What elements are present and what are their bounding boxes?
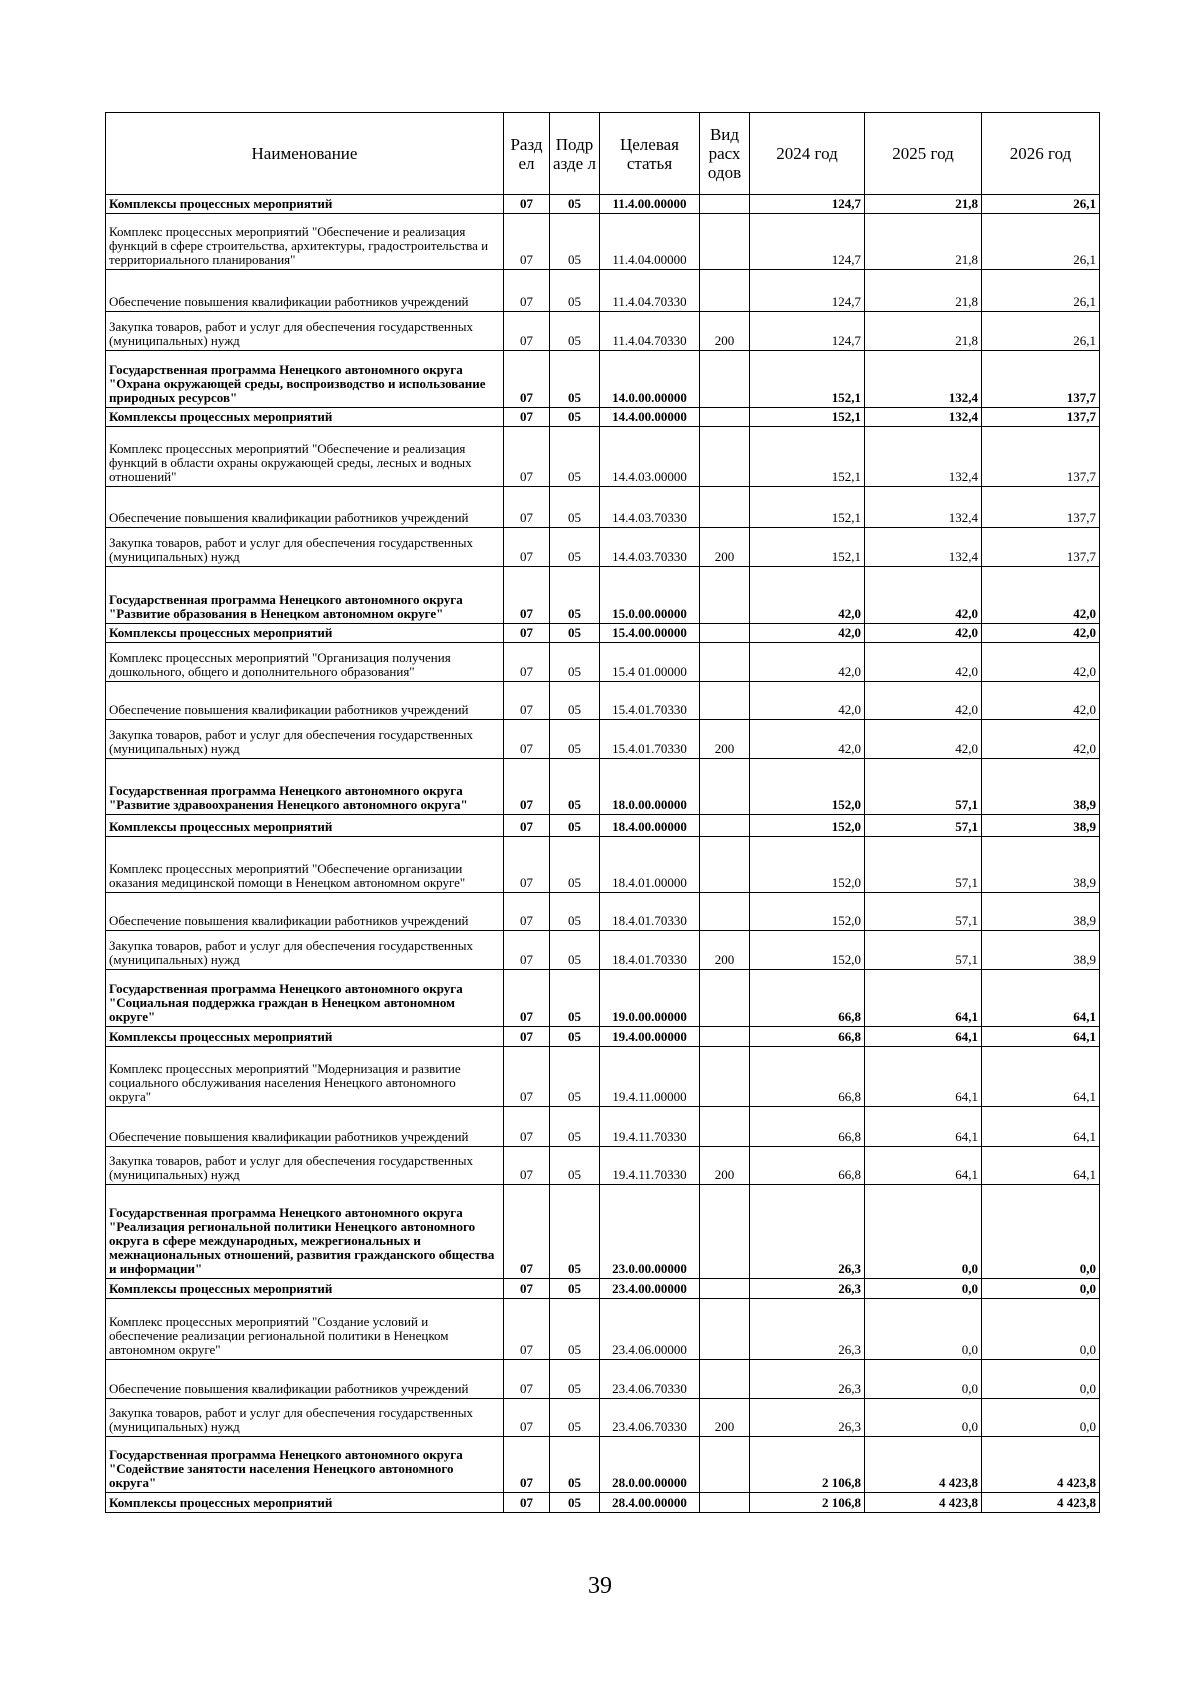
cell-name: Закупка товаров, работ и услуг для обеспечения государственных (муниципальных) нужд <box>106 1147 504 1185</box>
cell-name: Комплекс процессных мероприятий "Создание условий и обеспечение реализации региональной политики в Ненецком автономном округе" <box>106 1299 504 1360</box>
header-year-2025: 2025 год <box>865 113 982 195</box>
cell-year-2024: 2 106,8 <box>750 1437 865 1493</box>
cell-razdel: 07 <box>504 1279 550 1299</box>
cell-expense-type: 200 <box>700 528 750 567</box>
cell-year-2024: 124,7 <box>750 195 865 214</box>
cell-razdel: 07 <box>504 270 550 312</box>
cell-name: Комплекс процессных мероприятий "Организация получения дошкольного, общего и дополнительного образования" <box>106 643 504 682</box>
cell-year-2025: 4 423,8 <box>865 1493 982 1513</box>
table-header-row <box>106 113 1100 195</box>
table-row <box>106 759 1100 815</box>
cell-year-2026: 38,9 <box>982 893 1100 931</box>
cell-year-2024: 26,3 <box>750 1279 865 1299</box>
cell-expense-type <box>700 837 750 893</box>
cell-year-2024: 66,8 <box>750 1147 865 1185</box>
cell-name: Комплекс процессных мероприятий "Обеспечение и реализация функций в сфере строительства, архитектуры, градостроительства и территориального планирования" <box>106 214 504 270</box>
cell-expense-type <box>700 1437 750 1493</box>
cell-year-2026: 137,7 <box>982 427 1100 487</box>
cell-year-2026: 42,0 <box>982 643 1100 682</box>
cell-name: Комплексы процессных мероприятий <box>106 624 504 643</box>
cell-expense-type <box>700 1299 750 1360</box>
cell-year-2025: 64,1 <box>865 1047 982 1107</box>
cell-razdel: 07 <box>504 214 550 270</box>
cell-year-2026: 38,9 <box>982 931 1100 970</box>
page-number: 39 <box>588 1573 612 1599</box>
cell-year-2024: 152,0 <box>750 837 865 893</box>
table-row <box>106 195 1100 214</box>
cell-year-2024: 66,8 <box>750 1027 865 1047</box>
cell-razdel: 07 <box>504 408 550 427</box>
cell-podrazdel: 05 <box>550 528 600 567</box>
cell-year-2024: 152,1 <box>750 408 865 427</box>
cell-year-2024: 26,3 <box>750 1185 865 1279</box>
cell-year-2026: 42,0 <box>982 624 1100 643</box>
cell-target-article: 15.4.01.70330 <box>600 720 700 759</box>
table-row <box>106 682 1100 720</box>
cell-name: Комплексы процессных мероприятий <box>106 408 504 427</box>
cell-podrazdel: 05 <box>550 1493 600 1513</box>
cell-year-2026: 137,7 <box>982 351 1100 408</box>
cell-razdel: 07 <box>504 643 550 682</box>
table-row <box>106 1299 1100 1360</box>
cell-target-article: 15.4 01.00000 <box>600 643 700 682</box>
cell-year-2026: 26,1 <box>982 312 1100 351</box>
cell-target-article: 18.4.01.00000 <box>600 837 700 893</box>
cell-razdel: 07 <box>504 1299 550 1360</box>
cell-podrazdel: 05 <box>550 1107 600 1147</box>
cell-year-2025: 132,4 <box>865 408 982 427</box>
table-row <box>106 1027 1100 1047</box>
cell-podrazdel: 05 <box>550 624 600 643</box>
cell-year-2026: 38,9 <box>982 837 1100 893</box>
cell-name: Закупка товаров, работ и услуг для обеспечения государственных (муниципальных) нужд <box>106 720 504 759</box>
cell-year-2026: 42,0 <box>982 720 1100 759</box>
cell-razdel: 07 <box>504 1437 550 1493</box>
cell-podrazdel: 05 <box>550 312 600 351</box>
cell-podrazdel: 05 <box>550 682 600 720</box>
cell-expense-type <box>700 195 750 214</box>
cell-razdel: 07 <box>504 720 550 759</box>
cell-razdel: 07 <box>504 427 550 487</box>
cell-target-article: 19.0.00.00000 <box>600 970 700 1027</box>
cell-target-article: 19.4.11.70330 <box>600 1147 700 1185</box>
cell-year-2025: 132,4 <box>865 528 982 567</box>
cell-year-2025: 42,0 <box>865 720 982 759</box>
cell-expense-type <box>700 1279 750 1299</box>
cell-name: Закупка товаров, работ и услуг для обеспечения государственных (муниципальных) нужд <box>106 1399 504 1437</box>
cell-razdel: 07 <box>504 624 550 643</box>
cell-podrazdel: 05 <box>550 270 600 312</box>
cell-name: Государственная программа Ненецкого автономного округа "Социальная поддержка граждан в Ненецком автономном округе" <box>106 970 504 1027</box>
cell-year-2025: 132,4 <box>865 487 982 528</box>
cell-target-article: 19.4.11.70330 <box>600 1107 700 1147</box>
cell-expense-type: 200 <box>700 1399 750 1437</box>
table-row <box>106 427 1100 487</box>
cell-target-article: 11.4.04.70330 <box>600 312 700 351</box>
cell-year-2026: 38,9 <box>982 815 1100 837</box>
cell-year-2024: 26,3 <box>750 1299 865 1360</box>
cell-year-2024: 66,8 <box>750 1047 865 1107</box>
table-row <box>106 1493 1100 1513</box>
cell-podrazdel: 05 <box>550 1185 600 1279</box>
cell-target-article: 28.4.00.00000 <box>600 1493 700 1513</box>
cell-expense-type <box>700 427 750 487</box>
cell-name: Комплекс процессных мероприятий "Обеспечение организации оказания медицинской помощи в Ненецком автономном округе" <box>106 837 504 893</box>
cell-year-2024: 42,0 <box>750 567 865 624</box>
cell-year-2025: 57,1 <box>865 837 982 893</box>
cell-year-2025: 64,1 <box>865 970 982 1027</box>
cell-target-article: 23.4.06.70330 <box>600 1399 700 1437</box>
cell-target-article: 15.0.00.00000 <box>600 567 700 624</box>
cell-podrazdel: 05 <box>550 1147 600 1185</box>
cell-podrazdel: 05 <box>550 815 600 837</box>
cell-razdel: 07 <box>504 970 550 1027</box>
cell-year-2024: 124,7 <box>750 270 865 312</box>
cell-podrazdel: 05 <box>550 893 600 931</box>
cell-name: Обеспечение повышения квалификации работников учреждений <box>106 1360 504 1399</box>
cell-year-2025: 4 423,8 <box>865 1437 982 1493</box>
cell-year-2026: 64,1 <box>982 1147 1100 1185</box>
cell-year-2025: 21,8 <box>865 214 982 270</box>
cell-target-article: 19.4.11.00000 <box>600 1047 700 1107</box>
cell-razdel: 07 <box>504 567 550 624</box>
table-row <box>106 970 1100 1027</box>
cell-year-2024: 26,3 <box>750 1360 865 1399</box>
cell-podrazdel: 05 <box>550 720 600 759</box>
cell-target-article: 18.4.01.70330 <box>600 893 700 931</box>
cell-year-2026: 42,0 <box>982 567 1100 624</box>
cell-year-2025: 57,1 <box>865 815 982 837</box>
cell-podrazdel: 05 <box>550 837 600 893</box>
cell-name: Обеспечение повышения квалификации работников учреждений <box>106 270 504 312</box>
cell-razdel: 07 <box>504 682 550 720</box>
cell-podrazdel: 05 <box>550 1360 600 1399</box>
cell-razdel: 07 <box>504 312 550 351</box>
cell-target-article: 23.0.00.00000 <box>600 1185 700 1279</box>
cell-year-2025: 0,0 <box>865 1399 982 1437</box>
cell-expense-type <box>700 408 750 427</box>
table-row <box>106 528 1100 567</box>
cell-name: Обеспечение повышения квалификации работников учреждений <box>106 1107 504 1147</box>
cell-podrazdel: 05 <box>550 195 600 214</box>
cell-year-2026: 137,7 <box>982 528 1100 567</box>
table-row <box>106 1437 1100 1493</box>
table-row <box>106 351 1100 408</box>
cell-podrazdel: 05 <box>550 1279 600 1299</box>
cell-razdel: 07 <box>504 1027 550 1047</box>
cell-expense-type: 200 <box>700 1147 750 1185</box>
cell-year-2025: 0,0 <box>865 1279 982 1299</box>
cell-expense-type <box>700 759 750 815</box>
cell-year-2025: 132,4 <box>865 351 982 408</box>
table-row <box>106 487 1100 528</box>
cell-year-2026: 38,9 <box>982 759 1100 815</box>
cell-name: Государственная программа Ненецкого автономного округа "Охрана окружающей среды, воспроизводство и использование природных ресурсов" <box>106 351 504 408</box>
table-row <box>106 1279 1100 1299</box>
cell-expense-type <box>700 270 750 312</box>
table-row <box>106 643 1100 682</box>
cell-expense-type <box>700 815 750 837</box>
cell-razdel: 07 <box>504 759 550 815</box>
cell-razdel: 07 <box>504 1185 550 1279</box>
cell-name: Обеспечение повышения квалификации работников учреждений <box>106 893 504 931</box>
cell-podrazdel: 05 <box>550 759 600 815</box>
table-row <box>106 567 1100 624</box>
cell-year-2026: 0,0 <box>982 1360 1100 1399</box>
header-target-article: Целевая статья <box>600 113 700 195</box>
table-row <box>106 214 1100 270</box>
budget-table <box>105 112 1100 1513</box>
cell-year-2025: 57,1 <box>865 759 982 815</box>
cell-podrazdel: 05 <box>550 408 600 427</box>
cell-podrazdel: 05 <box>550 970 600 1027</box>
cell-expense-type: 200 <box>700 931 750 970</box>
cell-podrazdel: 05 <box>550 567 600 624</box>
cell-target-article: 11.4.04.70330 <box>600 270 700 312</box>
cell-name: Комплексы процессных мероприятий <box>106 1279 504 1299</box>
cell-year-2025: 42,0 <box>865 624 982 643</box>
table-row <box>106 893 1100 931</box>
cell-year-2024: 2 106,8 <box>750 1493 865 1513</box>
header-year-2024: 2024 год <box>750 113 865 195</box>
cell-name: Закупка товаров, работ и услуг для обеспечения государственных (муниципальных) нужд <box>106 528 504 567</box>
cell-year-2026: 26,1 <box>982 214 1100 270</box>
cell-podrazdel: 05 <box>550 1299 600 1360</box>
cell-podrazdel: 05 <box>550 427 600 487</box>
cell-year-2026: 26,1 <box>982 195 1100 214</box>
cell-expense-type <box>700 567 750 624</box>
cell-target-article: 18.4.00.00000 <box>600 815 700 837</box>
table-row <box>106 1185 1100 1279</box>
table-row <box>106 1147 1100 1185</box>
table-row <box>106 837 1100 893</box>
cell-year-2024: 152,1 <box>750 528 865 567</box>
cell-target-article: 14.4.03.70330 <box>600 528 700 567</box>
cell-year-2026: 137,7 <box>982 487 1100 528</box>
cell-target-article: 23.4.06.00000 <box>600 1299 700 1360</box>
table-row <box>106 1047 1100 1107</box>
cell-razdel: 07 <box>504 1047 550 1107</box>
cell-expense-type: 200 <box>700 720 750 759</box>
cell-year-2024: 66,8 <box>750 1107 865 1147</box>
cell-expense-type <box>700 487 750 528</box>
cell-year-2025: 21,8 <box>865 195 982 214</box>
cell-year-2024: 42,0 <box>750 682 865 720</box>
cell-expense-type <box>700 1493 750 1513</box>
cell-year-2024: 124,7 <box>750 312 865 351</box>
cell-expense-type <box>700 893 750 931</box>
cell-year-2025: 64,1 <box>865 1147 982 1185</box>
cell-year-2024: 152,1 <box>750 487 865 528</box>
cell-expense-type: 200 <box>700 312 750 351</box>
cell-target-article: 15.4.00.00000 <box>600 624 700 643</box>
cell-year-2025: 42,0 <box>865 567 982 624</box>
cell-target-article: 15.4.01.70330 <box>600 682 700 720</box>
cell-expense-type <box>700 643 750 682</box>
cell-razdel: 07 <box>504 195 550 214</box>
cell-razdel: 07 <box>504 837 550 893</box>
table-row <box>106 408 1100 427</box>
cell-year-2026: 64,1 <box>982 970 1100 1027</box>
cell-name: Обеспечение повышения квалификации работников учреждений <box>106 682 504 720</box>
cell-expense-type <box>700 1107 750 1147</box>
table-row <box>106 270 1100 312</box>
table-row <box>106 1399 1100 1437</box>
cell-podrazdel: 05 <box>550 1437 600 1493</box>
cell-year-2026: 0,0 <box>982 1185 1100 1279</box>
header-podrazdel: Подр азде л <box>550 113 600 195</box>
cell-year-2024: 152,0 <box>750 759 865 815</box>
cell-target-article: 23.4.00.00000 <box>600 1279 700 1299</box>
cell-target-article: 11.4.00.00000 <box>600 195 700 214</box>
table-row <box>106 312 1100 351</box>
header-name: Наименование <box>106 113 504 195</box>
table-body <box>106 195 1100 1513</box>
table-row <box>106 720 1100 759</box>
cell-year-2024: 42,0 <box>750 624 865 643</box>
cell-name: Комплексы процессных мероприятий <box>106 815 504 837</box>
cell-year-2026: 42,0 <box>982 682 1100 720</box>
cell-razdel: 07 <box>504 1107 550 1147</box>
cell-razdel: 07 <box>504 815 550 837</box>
cell-razdel: 07 <box>504 893 550 931</box>
cell-name: Государственная программа Ненецкого автономного округа "Развитие здравоохранения Ненецкого автономного округа" <box>106 759 504 815</box>
cell-razdel: 07 <box>504 351 550 408</box>
cell-name: Государственная программа Ненецкого автономного округа "Развитие образования в Ненецком автономном округе" <box>106 567 504 624</box>
cell-target-article: 18.0.00.00000 <box>600 759 700 815</box>
cell-podrazdel: 05 <box>550 351 600 408</box>
cell-name: Комплекс процессных мероприятий "Модернизация и развитие социального обслуживания населения Ненецкого автономного округа" <box>106 1047 504 1107</box>
cell-expense-type <box>700 351 750 408</box>
cell-target-article: 28.0.00.00000 <box>600 1437 700 1493</box>
cell-year-2025: 0,0 <box>865 1299 982 1360</box>
cell-year-2025: 64,1 <box>865 1107 982 1147</box>
cell-target-article: 11.4.04.00000 <box>600 214 700 270</box>
cell-expense-type <box>700 970 750 1027</box>
cell-name: Комплексы процессных мероприятий <box>106 1493 504 1513</box>
table-row <box>106 1360 1100 1399</box>
cell-year-2025: 64,1 <box>865 1027 982 1047</box>
cell-year-2026: 0,0 <box>982 1399 1100 1437</box>
cell-podrazdel: 05 <box>550 487 600 528</box>
header-razdel: Разд ел <box>504 113 550 195</box>
table-row <box>106 815 1100 837</box>
cell-expense-type <box>700 624 750 643</box>
cell-target-article: 14.4.03.00000 <box>600 427 700 487</box>
cell-name: Государственная программа Ненецкого автономного округа "Реализация региональной политики Ненецкого автономного округа в сфере международных, межрегиональных и межнациональных отношений, развития гражданского общества и информации" <box>106 1185 504 1279</box>
cell-razdel: 07 <box>504 487 550 528</box>
cell-podrazdel: 05 <box>550 643 600 682</box>
header-year-2026: 2026 год <box>982 113 1100 195</box>
cell-expense-type <box>700 1185 750 1279</box>
cell-year-2026: 4 423,8 <box>982 1437 1100 1493</box>
cell-year-2026: 26,1 <box>982 270 1100 312</box>
cell-year-2024: 152,0 <box>750 815 865 837</box>
cell-target-article: 14.0.00.00000 <box>600 351 700 408</box>
cell-year-2026: 0,0 <box>982 1299 1100 1360</box>
cell-expense-type <box>700 1047 750 1107</box>
cell-target-article: 14.4.03.70330 <box>600 487 700 528</box>
cell-target-article: 18.4.01.70330 <box>600 931 700 970</box>
cell-year-2024: 124,7 <box>750 214 865 270</box>
cell-razdel: 07 <box>504 1399 550 1437</box>
cell-year-2024: 26,3 <box>750 1399 865 1437</box>
cell-name: Комплекс процессных мероприятий "Обеспечение и реализация функций в области охраны окружающей среды, лесных и водных отношений" <box>106 427 504 487</box>
cell-year-2024: 66,8 <box>750 970 865 1027</box>
cell-year-2024: 152,0 <box>750 931 865 970</box>
cell-expense-type <box>700 1360 750 1399</box>
cell-year-2025: 132,4 <box>865 427 982 487</box>
cell-razdel: 07 <box>504 1147 550 1185</box>
table-row <box>106 931 1100 970</box>
cell-name: Государственная программа Ненецкого автономного округа "Содействие занятости населения Ненецкого автономного округа" <box>106 1437 504 1493</box>
cell-year-2024: 42,0 <box>750 643 865 682</box>
cell-name: Комплексы процессных мероприятий <box>106 1027 504 1047</box>
cell-year-2025: 42,0 <box>865 682 982 720</box>
cell-year-2025: 21,8 <box>865 270 982 312</box>
cell-expense-type <box>700 214 750 270</box>
cell-year-2025: 0,0 <box>865 1185 982 1279</box>
cell-year-2025: 21,8 <box>865 312 982 351</box>
cell-podrazdel: 05 <box>550 1047 600 1107</box>
cell-year-2024: 152,1 <box>750 351 865 408</box>
cell-podrazdel: 05 <box>550 931 600 970</box>
table-row <box>106 1107 1100 1147</box>
table-row <box>106 624 1100 643</box>
cell-year-2026: 64,1 <box>982 1047 1100 1107</box>
cell-year-2024: 42,0 <box>750 720 865 759</box>
cell-razdel: 07 <box>504 1493 550 1513</box>
cell-podrazdel: 05 <box>550 1027 600 1047</box>
cell-razdel: 07 <box>504 1360 550 1399</box>
cell-target-article: 19.4.00.00000 <box>600 1027 700 1047</box>
cell-year-2026: 64,1 <box>982 1027 1100 1047</box>
cell-expense-type <box>700 1027 750 1047</box>
cell-year-2024: 152,1 <box>750 427 865 487</box>
cell-target-article: 14.4.00.00000 <box>600 408 700 427</box>
cell-name: Закупка товаров, работ и услуг для обеспечения государственных (муниципальных) нужд <box>106 931 504 970</box>
cell-year-2025: 57,1 <box>865 893 982 931</box>
cell-year-2026: 0,0 <box>982 1279 1100 1299</box>
cell-year-2024: 152,0 <box>750 893 865 931</box>
cell-name: Комплексы процессных мероприятий <box>106 195 504 214</box>
cell-year-2026: 4 423,8 <box>982 1493 1100 1513</box>
cell-podrazdel: 05 <box>550 1399 600 1437</box>
cell-razdel: 07 <box>504 931 550 970</box>
cell-year-2025: 0,0 <box>865 1360 982 1399</box>
cell-podrazdel: 05 <box>550 214 600 270</box>
header-expense-type: Вид расх одов <box>700 113 750 195</box>
cell-name: Закупка товаров, работ и услуг для обеспечения государственных (муниципальных) нужд <box>106 312 504 351</box>
cell-expense-type <box>700 682 750 720</box>
cell-year-2025: 42,0 <box>865 643 982 682</box>
cell-name: Обеспечение повышения квалификации работников учреждений <box>106 487 504 528</box>
cell-razdel: 07 <box>504 528 550 567</box>
cell-year-2025: 57,1 <box>865 931 982 970</box>
cell-year-2026: 137,7 <box>982 408 1100 427</box>
cell-target-article: 23.4.06.70330 <box>600 1360 700 1399</box>
cell-year-2026: 64,1 <box>982 1107 1100 1147</box>
